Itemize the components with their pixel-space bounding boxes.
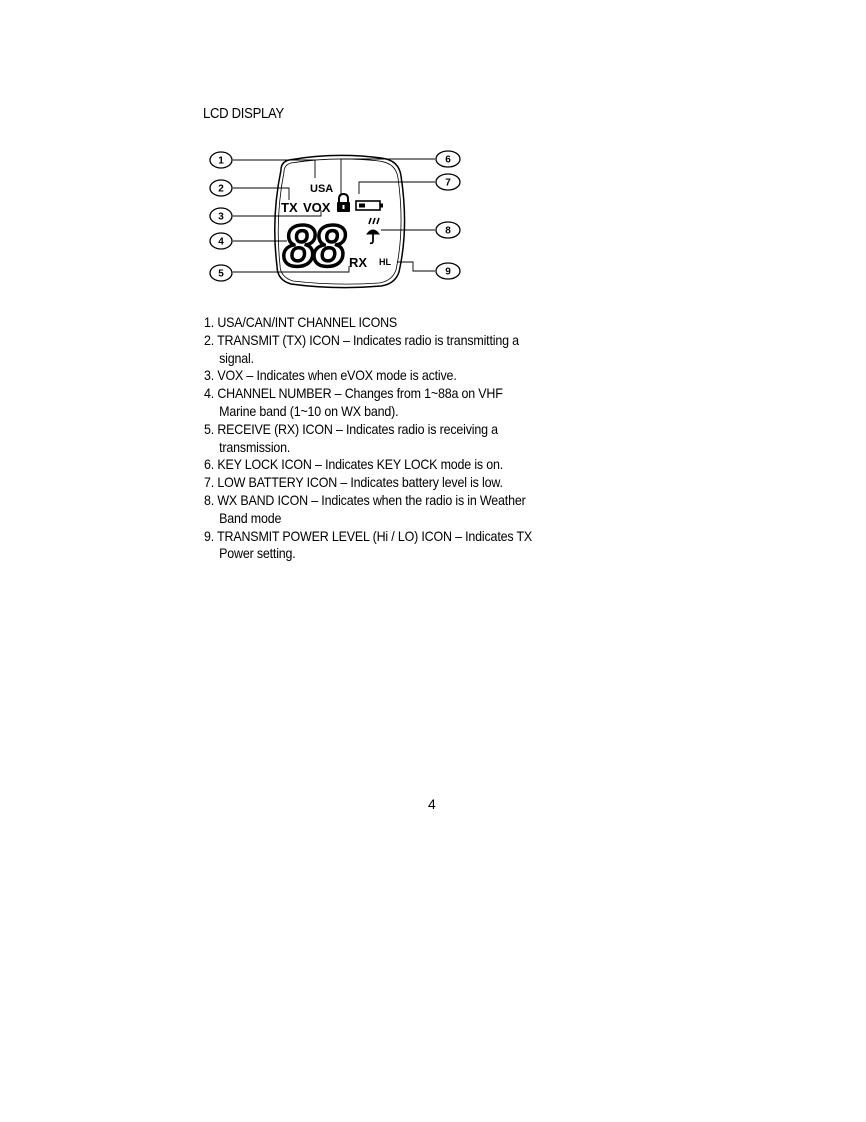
lcd-vox-label: VOX (303, 200, 331, 215)
callout-8-label: 8 (445, 225, 451, 237)
lcd-tx-label: TX (281, 200, 298, 215)
lcd-display-diagram (203, 148, 473, 296)
lcd-power-label: HL (379, 257, 391, 267)
lcd-rx-label: RX (349, 255, 368, 270)
callout-5-label: 5 (218, 268, 224, 280)
list-item: 5. RECEIVE (RX) ICON – Indicates radio is receiving a transmission. (204, 420, 498, 455)
lock-icon (337, 194, 350, 212)
callout-2-label: 2 (218, 183, 224, 195)
lcd-region-label: USA (310, 183, 334, 195)
callout-7-label: 7 (445, 177, 451, 189)
section-heading: LCD DISPLAY (203, 106, 284, 122)
list-item: 6. KEY LOCK ICON – Indicates KEY LOCK mode is on. (204, 456, 504, 473)
list-item: 9. TRANSMIT POWER LEVEL (Hi / LO) ICON – Indicates TX Power setting. (204, 527, 533, 562)
callout-1-label: 1 (218, 155, 224, 167)
list-item: 4. CHANNEL NUMBER – Changes from 1~88a on VHF Marine band (1~10 on WX band). (204, 385, 503, 419)
page-number: 4 (428, 796, 436, 812)
list-item: 3. VOX – Indicates when eVOX mode is active. (204, 367, 457, 384)
icon-description-list (204, 314, 542, 563)
callout-6-label: 6 (445, 154, 451, 166)
list-item: 7. LOW BATTERY ICON – Indicates battery level is low. (204, 474, 503, 491)
callout-9-label: 9 (445, 266, 451, 278)
weather-umbrella-icon (367, 218, 379, 243)
lcd-channel-digits: 88 (283, 214, 344, 279)
callout-4-label: 4 (218, 236, 224, 248)
list-item: 1. USA/CAN/INT CHANNEL ICONS (204, 314, 398, 330)
list-item: 8. WX BAND ICON – Indicates when the radio is in Weather Band mode (204, 491, 526, 526)
list-item: 2. TRANSMIT (TX) ICON – Indicates radio is transmitting a signal. (204, 331, 519, 366)
battery-icon (356, 201, 383, 210)
callout-3-label: 3 (218, 211, 224, 223)
